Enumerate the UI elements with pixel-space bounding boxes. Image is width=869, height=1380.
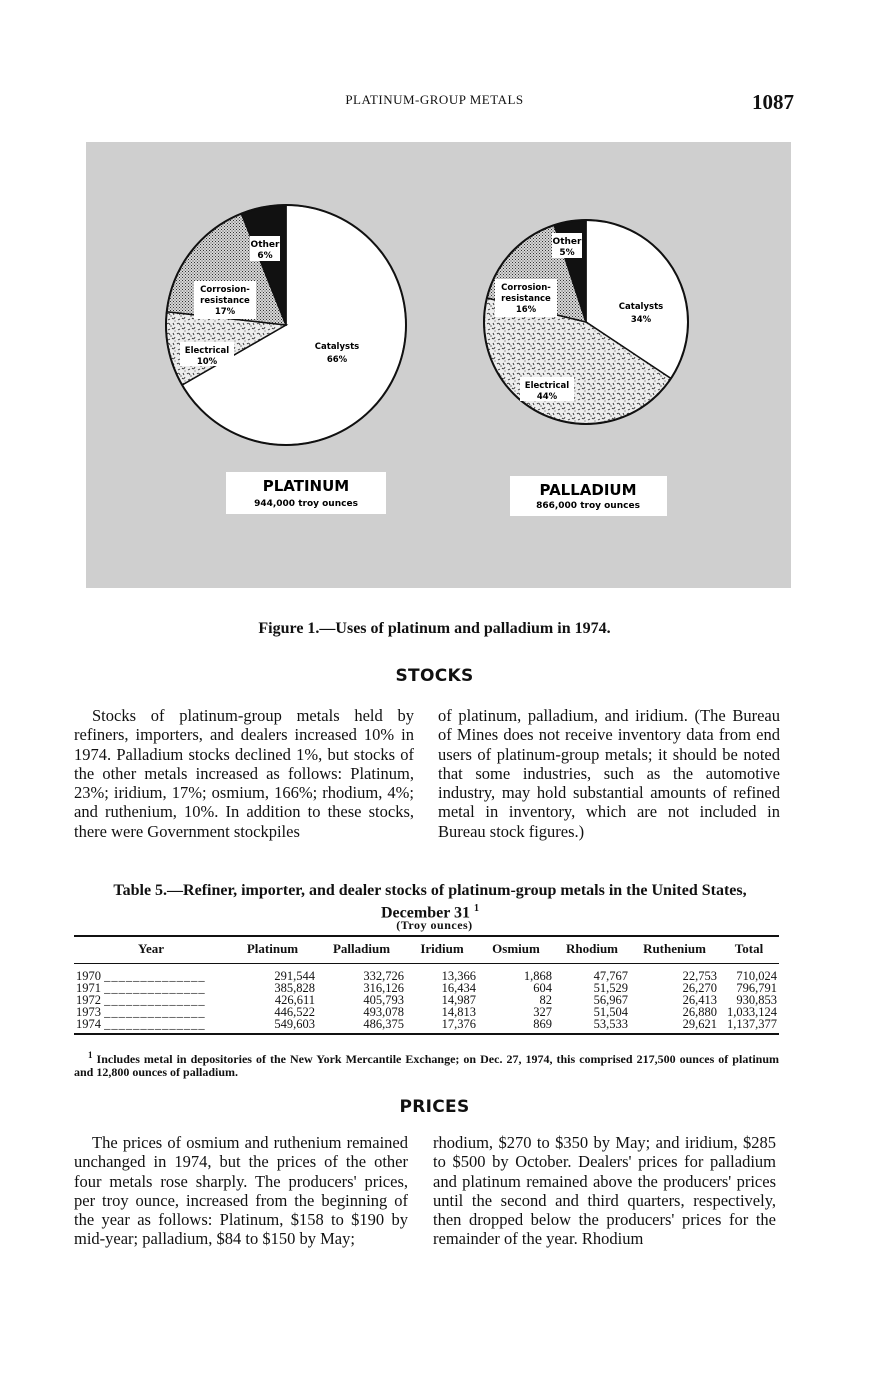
platinum-corrosion-percent: 17% <box>214 307 236 317</box>
table-cell: 29,621 <box>682 1017 717 1031</box>
table-cell: 13,366 <box>441 969 476 983</box>
table-cell: 51,504 <box>593 1005 628 1019</box>
dot-leader: ______________ <box>104 993 206 1007</box>
table-cell: 869 <box>533 1017 552 1031</box>
platinum-pie <box>166 205 406 445</box>
stocks-text-right: of platinum, palladium, and iridium. (The Bureau of Mines does not receive inventory data from end users of platinum-group metals; it should be noted that some industries, such as the automotive industry, may hold substantial amounts of refined metal in inventory, which are not included in Bureau stock figures.) <box>438 706 780 841</box>
column-header: Rhodium <box>554 936 630 964</box>
prices-text-right: rhodium, $270 to $350 by May; and iridium, $285 to $500 by October. Dealers' prices for palladium and platinum remained above the producers' prices until the second and third quarters, respectively, then dropped below the producers' prices for the remainder of the year. Rhodium <box>433 1133 776 1249</box>
table-cell: 14,813 <box>441 1005 476 1019</box>
table-cell: 327 <box>533 1005 552 1019</box>
palladium-subtitle: 866,000 troy ounces <box>536 501 640 511</box>
table-cell: 47,767 <box>593 969 628 983</box>
table-subtitle: (Troy ounces) <box>396 918 473 932</box>
palladium-title: PALLADIUM <box>539 481 637 499</box>
table-cell: 1,033,124 <box>727 1005 777 1019</box>
year-value: 1973 <box>76 1005 101 1019</box>
year-value: 1970 <box>76 969 101 983</box>
table-cell: 426,611 <box>274 993 315 1007</box>
footnote-mark: 1 <box>88 1050 93 1060</box>
table-cell: 549,603 <box>274 1017 315 1031</box>
table-cell: 22,753 <box>682 969 717 983</box>
table-title-footnote-mark: 1 <box>474 903 479 914</box>
column-header: Osmium <box>478 936 554 964</box>
table-cell: 486,375 <box>363 1017 404 1031</box>
platinum-electrical-label: Electrical <box>184 346 230 356</box>
table-cell: 17,376 <box>441 1017 476 1031</box>
table-header-row <box>74 936 779 964</box>
table-cell: 493,078 <box>363 1005 404 1019</box>
prices-heading: PRICES <box>399 1097 470 1117</box>
table-cell: 332,726 <box>363 969 404 983</box>
platinum-corrosion-label-2: resistance <box>200 296 250 306</box>
figure-caption: Figure 1.—Uses of platinum and palladium in 1974. <box>258 620 611 637</box>
table-row <box>74 1018 779 1034</box>
column-header: Platinum <box>228 936 317 964</box>
table-cell: 405,793 <box>363 993 404 1007</box>
palladium-other-label: Other <box>552 237 582 247</box>
figure-panel <box>86 142 791 588</box>
stocks-text-left: Stocks of platinum-group metals held by refiners, importers, and dealers increased 10% in 1974. Palladium stocks declined 1%, but stocks of the other metals increased as follows: Platinum, 23%; iridium, 17%; osmium, 166%; rhodium, 4%; and ruthenium, 10%. In addition to these stocks, there were Government stockpiles <box>74 706 414 841</box>
table-cell: 26,270 <box>682 981 717 995</box>
table-cell: 1,868 <box>523 969 552 983</box>
platinum-catalysts-percent: 66% <box>326 355 348 365</box>
table-cell: 14,987 <box>441 993 476 1007</box>
platinum-electrical-percent: 10% <box>196 357 218 367</box>
table-title <box>100 882 760 922</box>
platinum-other-label: Other <box>250 240 280 250</box>
year-value: 1974 <box>76 1017 101 1031</box>
platinum-title: PLATINUM <box>262 477 350 495</box>
palladium-catalysts-percent: 34% <box>630 315 652 325</box>
dot-leader: ______________ <box>104 969 206 983</box>
prices-text-left: The prices of osmium and ruthenium remained unchanged in 1974, but the prices of the other four metals rose sharply. The producers' prices, per troy ounce, increased from the beginning of the year as follows: Platinum, $158 to $190 by mid-year; palladium, $84 to $150 by May; <box>74 1133 408 1249</box>
dot-leader: ______________ <box>104 981 206 995</box>
platinum-subtitle: 944,000 troy ounces <box>254 499 358 509</box>
footnote-text: Includes metal in depositories of the New York Mercantile Exchange; on Dec. 27, 1974, this comprised 217,500 ounces of platinum and 12,800 ounces of palladium. <box>74 1052 779 1079</box>
year-cell <box>74 964 228 983</box>
platinum-catalysts-label: Catalysts <box>314 342 360 352</box>
table-body <box>74 964 779 1035</box>
platinum-other-percent: 6% <box>257 251 273 261</box>
table-cell: 291,544 <box>274 969 315 983</box>
table-cell: 82 <box>539 993 552 1007</box>
running-head: PLATINUM-GROUP METALS <box>345 92 524 107</box>
table-cell: 710,024 <box>736 969 777 983</box>
table-cell: 56,967 <box>593 993 628 1007</box>
table-cell: 16,434 <box>441 981 476 995</box>
palladium-catalysts-label: Catalysts <box>618 302 664 312</box>
stocks-heading: STOCKS <box>395 666 474 686</box>
dot-leader: ______________ <box>104 1017 206 1031</box>
table-cell: 1,137,377 <box>727 1017 777 1031</box>
table-cell: 26,413 <box>682 993 717 1007</box>
column-header: Iridium <box>406 936 478 964</box>
column-header: Ruthenium <box>630 936 719 964</box>
table-cell: 796,791 <box>736 981 777 995</box>
palladium-electrical-label: Electrical <box>524 381 570 391</box>
platinum-corrosion-label-1: Corrosion- <box>200 285 250 295</box>
pie-charts <box>86 142 791 588</box>
stocks-table <box>74 935 779 1035</box>
page-number: 1087 <box>752 90 794 114</box>
table-cell: 51,529 <box>593 981 628 995</box>
table-cell: 446,522 <box>274 1005 315 1019</box>
table-footnote <box>74 1049 779 1078</box>
table-row <box>74 964 779 983</box>
table-cell: 316,126 <box>363 981 404 995</box>
column-header: Palladium <box>317 936 406 964</box>
table-cell: 385,828 <box>274 981 315 995</box>
palladium-corrosion-label-1: Corrosion- <box>501 283 551 293</box>
palladium-other-percent: 5% <box>559 248 575 258</box>
column-header: Year <box>74 936 228 964</box>
palladium-corrosion-label-2: resistance <box>501 294 551 304</box>
table-cell: 930,853 <box>736 993 777 1007</box>
year-value: 1972 <box>76 993 101 1007</box>
table-cell: 604 <box>533 981 552 995</box>
table-cell: 53,533 <box>593 1017 628 1031</box>
palladium-electrical-percent: 44% <box>536 392 558 402</box>
palladium-pie <box>484 220 688 424</box>
palladium-corrosion-percent: 16% <box>515 305 537 315</box>
column-header: Total <box>719 936 779 964</box>
table-title-text: Table 5.—Refiner, importer, and dealer stocks of platinum-group metals in the United States, December 31 <box>113 882 747 922</box>
table-cell: 26,880 <box>682 1005 717 1019</box>
year-cell <box>74 1018 228 1034</box>
year-value: 1971 <box>76 981 101 995</box>
dot-leader: ______________ <box>104 1005 206 1019</box>
